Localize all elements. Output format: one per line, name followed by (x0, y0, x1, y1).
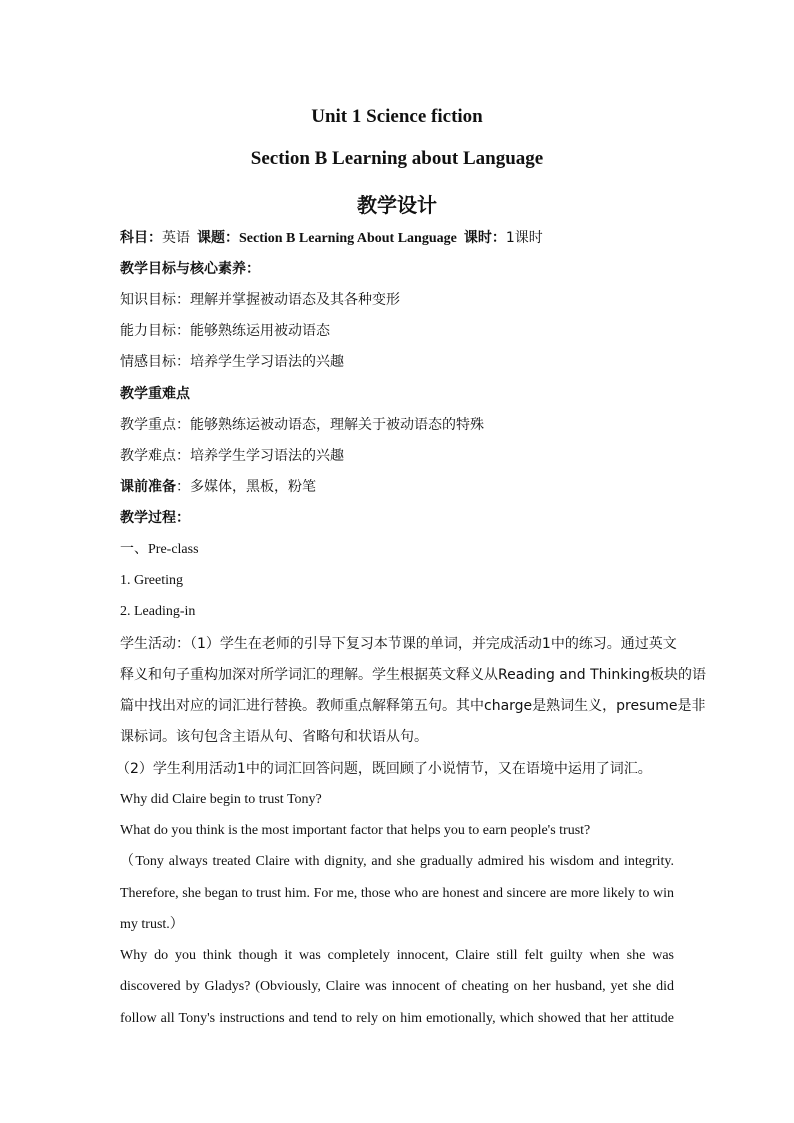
step-greeting: 1. Greeting (120, 573, 183, 588)
question-three-line: discovered by Gladys? (Obviously, Claire was innocent of cheating on her husband, yet she did (120, 979, 674, 994)
question-two: What do you think is the most important factor that helps you to earn people's trust? (120, 823, 591, 838)
teaching-focus: 教学重点：能够熟练运被动语态，理解关于被动语态的特殊 (120, 417, 484, 433)
subject-value: 英语 (162, 230, 190, 246)
preparation-line (120, 477, 674, 497)
question-one: Why did Claire begin to trust Tony? (120, 792, 322, 807)
subject-label: 科目 (120, 230, 148, 246)
ability-objective: 能力目标：能够熟练运用被动语态 (120, 323, 330, 339)
preparation-value: ：多媒体，黑板，粉笔 (176, 479, 316, 495)
document-title: Unit 1 Science fiction (311, 106, 483, 127)
document-subtitle: Section B Learning about Language (250, 148, 544, 169)
preparation-label: 课前准备 (120, 479, 176, 495)
topic-value: Section B Learning About Language (239, 231, 457, 246)
emotion-objective: 情感目标：培养学生学习语法的兴趣 (120, 354, 344, 370)
period-label: 课时 (463, 230, 492, 246)
key-points-heading: 教学重难点 (120, 386, 190, 402)
step-leading-in: 2. Leading-in (120, 604, 196, 619)
question-three-line: Why do you think though it was completely innocent, Claire still felt guilty when she was (120, 948, 674, 963)
document-type-heading: 教学设计 (357, 193, 437, 217)
activity-paragraph-line: 篇中找出对应的词汇进行替换。教师重点解释第五句。其中charge是熟词生义，presume是非 (120, 698, 706, 714)
process-heading: 教学过程： (120, 510, 190, 526)
activity-paragraph-line: 课标词。该句包含主语从句、省略句和状语从句。 (120, 729, 428, 745)
activity-paragraph-line: 学生活动：（1）学生在老师的引导下复习本节课的单词，并完成活动1中的练习。通过英文 (120, 636, 677, 652)
topic-label: 课题 (197, 230, 225, 246)
step-pre-class: 一、Pre-class (120, 542, 199, 557)
activity-paragraph-line: 释义和句子重构加深对所学词汇的理解。学生根据英文释义从Reading and Thinking板块的语 (120, 667, 707, 683)
answer-two-line: my trust.） (120, 917, 184, 932)
meta-line: 科目：英语 课题：Section B Learning About Language 课时：1课时 (120, 230, 543, 246)
knowledge-objective: 知识目标：理解并掌握被动语态及其各种变形 (120, 292, 400, 308)
objectives-heading: 教学目标与核心素养： (120, 261, 260, 277)
activity-two: （2）学生利用活动1中的词汇回答问题，既回顾了小说情节，又在语境中运用了词汇。 (116, 761, 652, 777)
question-three-line: follow all Tony's instructions and tend to rely on him emotionally, which showed that her attitude (120, 1011, 674, 1026)
period-value: 1课时 (505, 230, 543, 246)
answer-two-line: Therefore, she began to trust him. For me, those who are honest and sincere are more likely to win (120, 886, 674, 901)
answer-two-line: （Tony always treated Claire with dignity, and she gradually admired his wisdom and integrity. (120, 854, 674, 869)
teaching-difficulty: 教学难点：培养学生学习语法的兴趣 (120, 448, 344, 464)
